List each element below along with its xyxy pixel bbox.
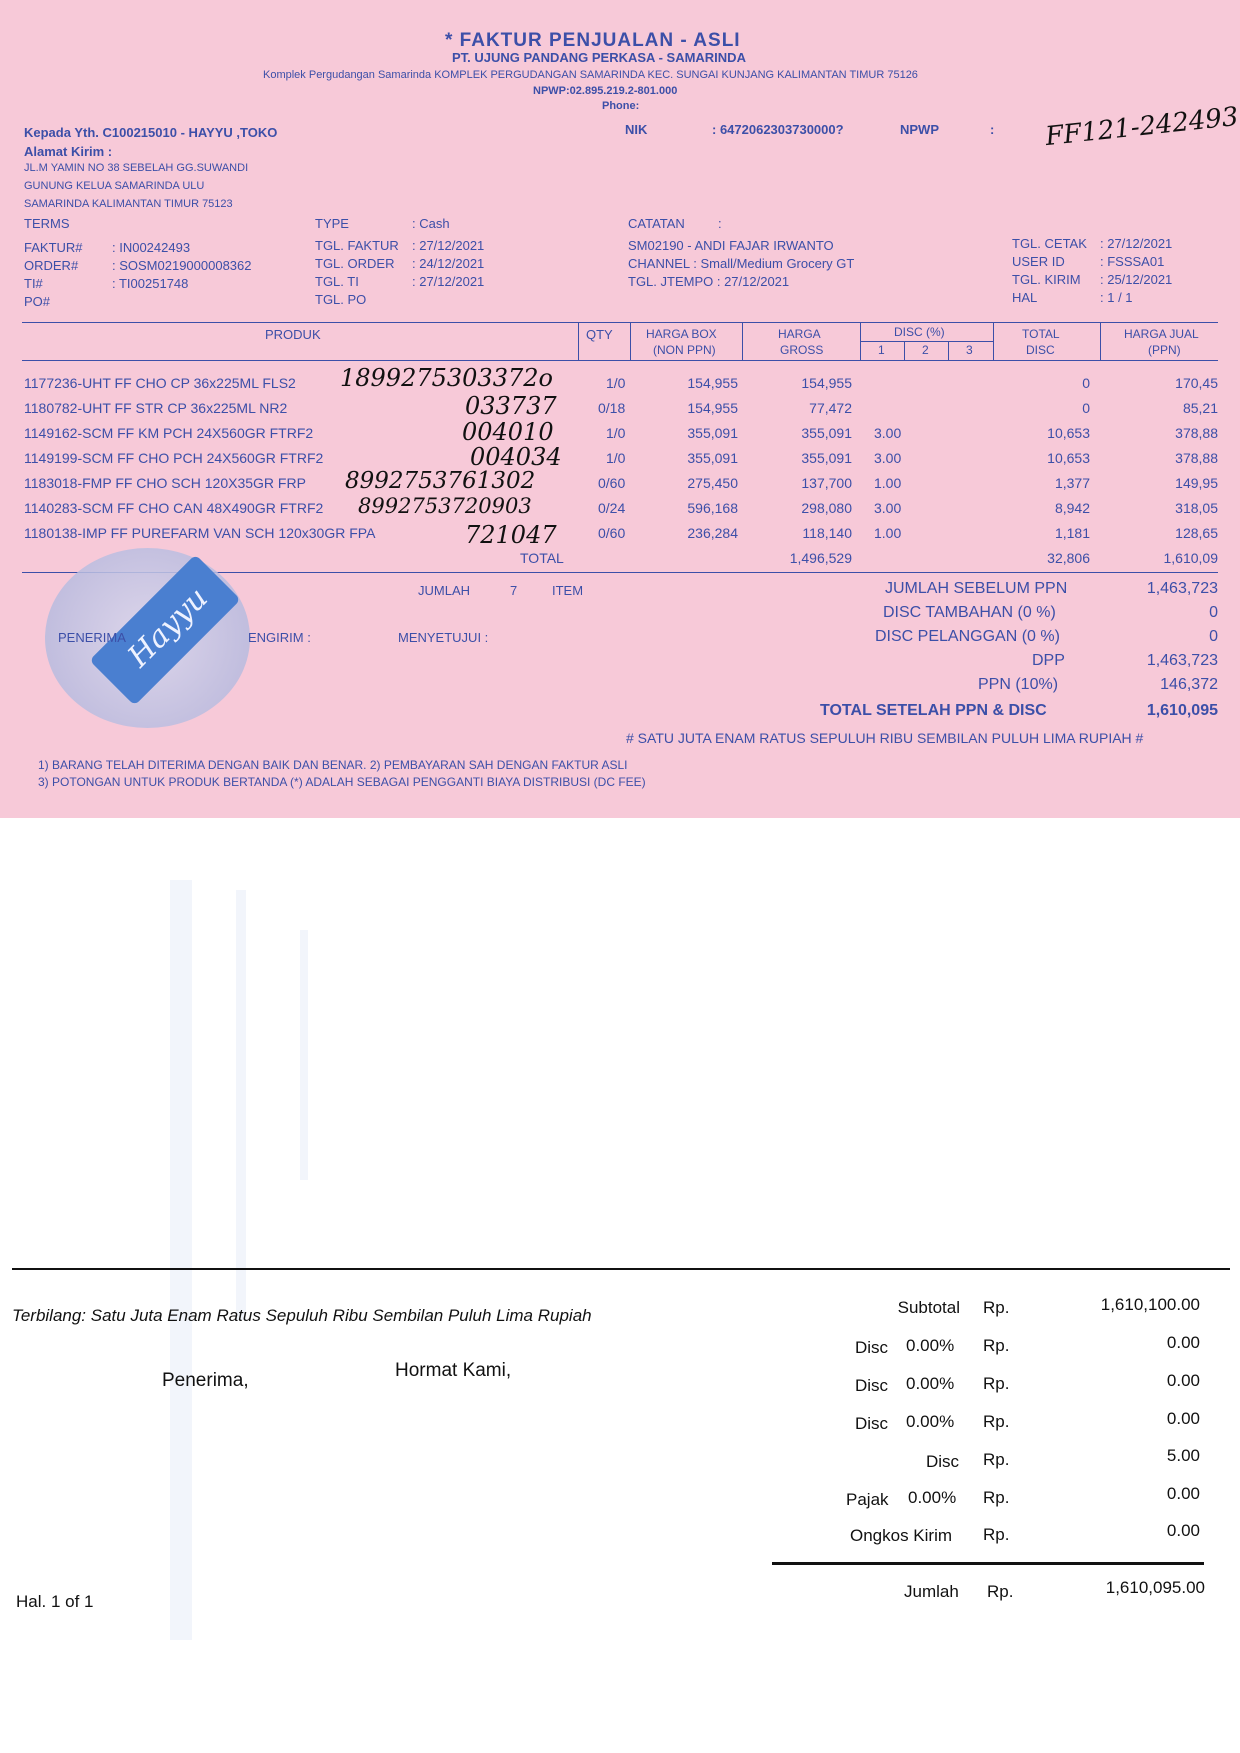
row-harga-jual: 378,88: [1175, 425, 1218, 441]
disc-label: Disc: [855, 1338, 889, 1357]
row-harga-jual: 85,21: [1182, 400, 1218, 416]
col-produk: PRODUK: [265, 327, 321, 342]
table-col-divider: [1100, 322, 1101, 360]
table-top-rule: [22, 322, 1218, 323]
company-npwp: NPWP:02.895.219.2-801.000: [533, 85, 678, 97]
row-gross: 137,700: [801, 475, 852, 491]
catatan-label: CATATAN: [628, 216, 685, 231]
ppn-value: 146,372: [1160, 676, 1218, 693]
sebelum-ppn-label: JUMLAH SEBELUM PPN: [885, 580, 1068, 597]
company-name: PT. UJUNG PANDANG PERKASA - SAMARINDA: [452, 50, 746, 65]
row-harga-box: 355,091: [687, 425, 738, 441]
row-produk: 1149199-SCM FF CHO PCH 24X560GR FTRF2: [24, 450, 324, 466]
ship-to-label: Alamat Kirim :: [24, 144, 113, 159]
row-gross: 355,091: [801, 450, 852, 466]
handwritten-barcode: 8992753720903: [358, 494, 532, 518]
row-total-disc: 1,377: [1054, 475, 1090, 491]
page-indicator: Hal. 1 of 1: [16, 1592, 94, 1611]
dpp-value: 1,463,723: [1146, 652, 1218, 669]
row-disc1: 1.00: [874, 525, 902, 541]
disc-tambahan-label: DISC TAMBAHAN (0 %): [883, 604, 1056, 621]
col-total-disc: DISC: [1026, 343, 1055, 357]
tgl-ti-value: : 27/12/2021: [412, 274, 485, 289]
grand-total-label: TOTAL SETELAH PPN & DISC: [820, 702, 1047, 719]
npwp-colon: :: [990, 122, 995, 137]
disc-pct: 0.00%: [906, 1336, 955, 1355]
handwritten-barcode: 1899275303372o: [340, 364, 553, 392]
tgl-faktur-value: : 27/12/2021: [412, 238, 485, 253]
stamp-text: Hayyu: [121, 580, 215, 675]
col-ppn: (PPN): [1148, 343, 1181, 357]
row-produk: 1140283-SCM FF CHO CAN 48X490GR FTRF2: [24, 500, 324, 516]
row-harga-jual: 378,88: [1175, 450, 1218, 466]
currency-label: Rp.: [983, 1336, 1010, 1355]
pengirim-label: ENGIRIM :: [248, 630, 311, 645]
terbilang-text: Terbilang: Satu Juta Enam Ratus Sepuluh Ribu Sembilan Puluh Lima Rupiah: [12, 1306, 592, 1325]
row-disc1: 3.00: [874, 500, 902, 516]
table-col-divider: [630, 322, 631, 360]
item-label: ITEM: [552, 583, 584, 598]
handwritten-barcode: 033737: [465, 392, 557, 420]
dpp-label: DPP: [1032, 652, 1065, 669]
row-harga-box: 596,168: [687, 500, 738, 516]
grand-total-value: 1,610,095: [1146, 702, 1218, 719]
jumlah-label: JUMLAH: [418, 583, 471, 598]
footer-note-2: 3) POTONGAN UNTUK PRODUK BERTANDA (*) ADALAH SEBAGAI PENGGANTI BIAYA DISTRIBUSI (DC FEE): [38, 775, 646, 789]
table-col-divider: [742, 322, 743, 360]
table-total-harga-jual: 1,610,09: [1163, 550, 1218, 566]
row-harga-jual: 170,45: [1175, 375, 1218, 391]
npwp-label: NPWP: [900, 122, 939, 137]
order-label: ORDER#: [24, 258, 79, 273]
type-value: : Cash: [412, 216, 450, 231]
row-total-disc: 1,181: [1054, 525, 1090, 541]
hormat-kami-label: Hormat Kami,: [395, 1360, 512, 1381]
faktur-label: FAKTUR#: [24, 240, 83, 255]
terms-label: TERMS: [24, 216, 70, 231]
jumlah-value: 1,610,095.00: [1105, 1578, 1205, 1597]
table-total-disc: 32,806: [1047, 550, 1090, 566]
row-qty: 1/0: [606, 450, 626, 466]
ship-address-3: SAMARINDA KALIMANTAN TIMUR 75123: [24, 198, 233, 210]
catatan-colon: :: [718, 216, 722, 231]
handwritten-barcode: 004034: [470, 443, 562, 471]
handwritten-invoice-ref: FF121-242493: [1043, 101, 1240, 153]
currency-label: Rp.: [983, 1450, 1010, 1469]
col-qty: QTY: [586, 327, 613, 342]
ongkos-kirim-value: 0.00: [1166, 1521, 1200, 1540]
row-gross: 298,080: [801, 500, 852, 516]
row-produk: 1177236-UHT FF CHO CP 36x225ML FLS2: [24, 375, 296, 391]
disc-value: 0.00: [1166, 1333, 1200, 1352]
menyetujui-label: MENYETUJUI :: [398, 630, 489, 645]
col-harga-box: HARGA BOX: [646, 327, 717, 341]
ship-address-1: JL.M YAMIN NO 38 SEBELAH GG.SUWANDI: [24, 162, 249, 174]
col-total: TOTAL: [1022, 327, 1060, 341]
row-harga-jual: 149,95: [1175, 475, 1218, 491]
row-gross: 118,140: [802, 525, 852, 541]
tgl-order-value: : 24/12/2021: [412, 256, 485, 271]
col-harga: HARGA: [778, 327, 821, 341]
company-address: Komplek Pergudangan Samarinda KOMPLEK PERGUDANGAN SAMARINDA KEC. SUNGAI KUNJANG KALIMANTAN TIMUR 75126: [263, 69, 918, 81]
nik-label: NIK: [625, 122, 648, 137]
subtotal-value: 1,610,100.00: [1100, 1295, 1200, 1314]
hal-value: : 1 / 1: [1100, 290, 1133, 305]
po-label: PO#: [24, 294, 51, 309]
penerima-label: PENERIMA: [58, 630, 126, 645]
pajak-value: 0.00: [1166, 1484, 1200, 1503]
channel: CHANNEL : Small/Medium Grocery GT: [628, 256, 855, 271]
disc-value: 0.00: [1166, 1409, 1200, 1428]
col-disc-3: 3: [966, 343, 973, 357]
handwritten-barcode: 8992753761302: [345, 468, 536, 494]
currency-label: Rp.: [983, 1412, 1010, 1431]
table-col-divider: [578, 322, 579, 360]
ti-value: : TI00251748: [112, 276, 189, 291]
faint-bleed-stripe: [300, 930, 308, 1180]
row-harga-jual: 128,65: [1175, 525, 1218, 541]
tgl-kirim-label: TGL. KIRIM: [1012, 272, 1081, 287]
row-harga-jual: 318,05: [1175, 500, 1218, 516]
col-disc-pct: DISC (%): [894, 325, 945, 339]
totals-rule: [772, 1562, 1204, 1565]
row-qty: 0/24: [598, 500, 626, 516]
hal-label: HAL: [1012, 290, 1038, 305]
row-harga-box: 275,450: [687, 475, 738, 491]
terbilang-pink: # SATU JUTA ENAM RATUS SEPULUH RIBU SEMBILAN PULUH LIMA RUPIAH #: [626, 730, 1144, 746]
handwritten-barcode: 004010: [462, 418, 554, 446]
faint-bleed-stripe: [236, 890, 246, 1320]
jumlah-label: Jumlah: [904, 1582, 959, 1601]
row-qty: 0/18: [598, 400, 626, 416]
row-total-disc: 10,653: [1047, 425, 1090, 441]
sebelum-ppn-value: 1,463,723: [1146, 580, 1218, 597]
footer-note-1: 1) BARANG TELAH DITERIMA DENGAN BAIK DAN BENAR. 2) PEMBAYARAN SAH DENGAN FAKTUR ASLI: [38, 758, 628, 772]
tgl-jtempo: TGL. JTEMPO : 27/12/2021: [628, 274, 790, 289]
table-total-gross: 1,496,529: [789, 550, 852, 566]
order-value: : SOSM0219000008362: [112, 258, 252, 273]
salesman: SM02190 - ANDI FAJAR IRWANTO: [628, 238, 834, 253]
row-disc1: 1.00: [874, 475, 902, 491]
row-qty: 1/0: [606, 425, 626, 441]
row-harga-box: 355,091: [687, 450, 738, 466]
col-non-ppn: (NON PPN): [653, 343, 716, 357]
jumlah-count: 7: [510, 583, 518, 598]
row-produk: 1149162-SCM FF KM PCH 24X560GR FTRF2: [24, 425, 314, 441]
customer-name: Kepada Yth. C100215010 - HAYYU ,TOKO: [24, 125, 278, 140]
tgl-faktur-label: TGL. FAKTUR: [315, 238, 399, 253]
currency-label: Rp.: [983, 1374, 1010, 1393]
tgl-ti-label: TGL. TI: [315, 274, 359, 289]
table-header-rule: [22, 360, 1218, 361]
disc-label: Disc: [855, 1376, 889, 1395]
row-qty: 1/0: [606, 375, 626, 391]
disc-label: Disc: [926, 1452, 960, 1471]
disc-pct: 0.00%: [906, 1374, 955, 1393]
ppn-label: PPN (10%): [978, 676, 1059, 693]
disc-pelanggan-label: DISC PELANGGAN (0 %): [875, 628, 1060, 645]
table-col-divider: [948, 341, 949, 360]
col-disc-2: 2: [922, 343, 929, 357]
row-produk: 1183018-FMP FF CHO SCH 120X35GR FRP: [24, 475, 306, 491]
tgl-kirim-value: : 25/12/2021: [1100, 272, 1173, 287]
pajak-pct: 0.00%: [908, 1488, 957, 1507]
col-harga-jual: HARGA JUAL: [1124, 327, 1199, 341]
disc-pelanggan-value: 0: [1209, 628, 1218, 645]
disc-tambahan-value: 0: [1209, 604, 1218, 621]
row-total-disc: 0: [1082, 375, 1090, 391]
row-total-disc: 10,653: [1047, 450, 1090, 466]
handwritten-barcode: 721047: [465, 521, 557, 549]
table-col-divider: [993, 322, 994, 360]
tgl-order-label: TGL. ORDER: [315, 256, 395, 271]
row-gross: 154,955: [801, 375, 852, 391]
tgl-cetak-value: : 27/12/2021: [1100, 236, 1173, 251]
disc-value: 5.00: [1166, 1446, 1200, 1465]
lower-top-rule: [12, 1268, 1230, 1270]
row-qty: 0/60: [598, 525, 626, 541]
nik-value: : 6472062303730000?: [712, 122, 844, 137]
disc-pct: 0.00%: [906, 1412, 955, 1431]
ti-label: TI#: [24, 276, 43, 291]
table-col-divider: [904, 341, 905, 360]
subtotal-label: Subtotal: [897, 1298, 960, 1317]
user-id-value: : FSSSA01: [1100, 254, 1165, 269]
pink-invoice: [0, 0, 1240, 818]
row-harga-box: 154,955: [687, 400, 738, 416]
disc-subheader-rule: [860, 341, 993, 342]
currency-label: Rp.: [987, 1582, 1014, 1601]
user-id-label: USER ID: [1012, 254, 1065, 269]
row-produk: 1180782-UHT FF STR CP 36x225ML NR2: [24, 400, 288, 416]
row-harga-box: 154,955: [687, 375, 738, 391]
row-gross: 355,091: [801, 425, 852, 441]
invoice-title: * FAKTUR PENJUALAN - ASLI: [445, 30, 741, 51]
row-disc1: 3.00: [874, 425, 902, 441]
tgl-po-label: TGL. PO: [315, 292, 367, 307]
disc-value: 0.00: [1166, 1371, 1200, 1390]
table-total-label: TOTAL: [520, 550, 564, 566]
row-harga-box: 236,284: [687, 525, 738, 541]
currency-label: Rp.: [983, 1525, 1010, 1544]
company-phone: Phone:: [602, 100, 640, 112]
row-disc1: 3.00: [874, 450, 902, 466]
ship-address-2: GUNUNG KELUA SAMARINDA ULU: [24, 180, 205, 192]
row-gross: 77,472: [809, 400, 852, 416]
row-qty: 0/60: [598, 475, 626, 491]
tgl-cetak-label: TGL. CETAK: [1012, 236, 1087, 251]
penerima-signature-label: Penerima,: [162, 1370, 249, 1391]
ongkos-kirim-label: Ongkos Kirim: [850, 1526, 953, 1545]
col-disc-1: 1: [878, 343, 885, 357]
faktur-value: : IN00242493: [112, 240, 191, 255]
faint-bleed-stripe: [170, 880, 192, 1640]
type-label: TYPE: [315, 216, 349, 231]
currency-label: Rp.: [983, 1488, 1010, 1507]
row-total-disc: 8,942: [1054, 500, 1090, 516]
pajak-label: Pajak: [846, 1490, 889, 1509]
disc-label: Disc: [855, 1414, 889, 1433]
currency-label: Rp.: [983, 1298, 1010, 1317]
row-produk: 1180138-IMP FF PUREFARM VAN SCH 120x30GR FPA: [24, 525, 376, 541]
row-total-disc: 0: [1082, 400, 1090, 416]
col-gross: GROSS: [780, 343, 824, 357]
